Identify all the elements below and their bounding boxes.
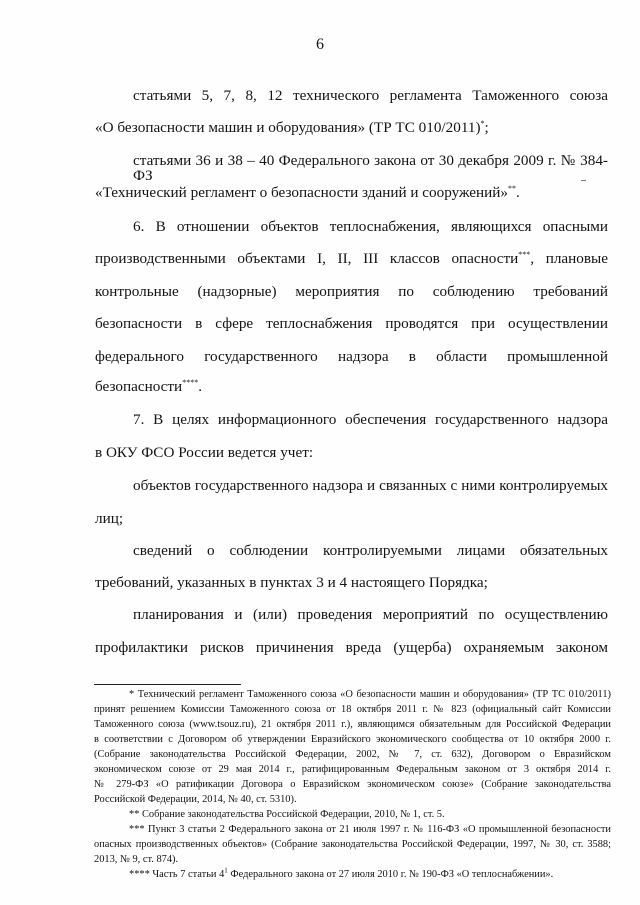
body-line: 6. В отношении объектов теплоснабжения, являющихся опасными	[133, 218, 608, 235]
body-line: планирования и (или) проведения мероприятий по осуществлению	[133, 606, 608, 623]
body-line: статьями 5, 7, 8, 12 технического регламента Таможенного союза	[133, 87, 608, 104]
body-line: сведений о соблюдении контролируемыми лицами обязательных	[133, 542, 608, 559]
footnote-separator	[94, 684, 241, 685]
footnote-line: экономическом союзе от 29 мая 2014 г., ратифицированным Федеральным законом от 3 октября 2014 г.	[94, 764, 611, 775]
footnote-marker: ****	[182, 377, 199, 387]
body-line: федерального государственного надзора в области промышленной	[95, 348, 608, 365]
body-line: безопасности****.	[95, 377, 202, 395]
footnote-line: *** Пункт 3 статьи 2 Федерального закона от 21 июля 1997 г. № 116-ФЗ «О промышленной безопасности	[129, 824, 611, 835]
footnote-line: * Технический регламент Таможенного союза «О безопасности машин и оборудования» (ТР ТС 010/2011)	[129, 689, 611, 700]
footnote-line: ** Собрание законодательства Российской Федерации, 2010, № 1, ст. 5.	[129, 809, 445, 820]
footnote-line: Таможенного союза (www.tsouz.ru), 21 октября 2011 г.), являющимся обязательным для Российской Федерации	[94, 719, 611, 730]
body-line: контрольные (надзорные) мероприятия по соблюдению требований	[95, 283, 608, 300]
footnote-line: опасных производственных объектов» (Собрание законодательства Российской Федерации, 1997, № 30, ст. 3588;	[94, 839, 611, 850]
body-line: требований, указанных в пунктах 3 и 4 настоящего Порядка;	[95, 574, 488, 591]
body-line: профилактики рисков причинения вреда (ущерба) охраняемым законом	[95, 639, 608, 656]
body-line: статьями 36 и 38 – 40 Федерального закона от 30 декабря 2009 г. № 384-ФЗ	[133, 152, 608, 185]
footnote-marker: ***	[518, 249, 531, 259]
body-line: безопасности в сфере теплоснабжения проводятся при осуществлении	[95, 315, 608, 332]
footnote-line: 2013, № 9, ст. 874).	[94, 854, 179, 865]
body-line: «О безопасности машин и оборудования» (ТР ТС 010/2011)*;	[95, 118, 489, 136]
footnote-line: № 279-ФЗ «О ратификации Договора о Евразийском экономическом союзе» (Собрание законодательства	[94, 779, 611, 790]
footnote-line: Российской Федерации, 2014, № 40, ст. 5310).	[94, 794, 297, 805]
body-line: в ОКУ ФСО России ведется учет:	[95, 444, 314, 461]
body-line: лиц;	[95, 510, 124, 527]
footnote-marker: **	[508, 183, 517, 193]
body-line: 7. В целях информационного обеспечения государственного надзора	[133, 411, 608, 428]
body-line: производственными объектами I, II, III классов опасности***, плановые	[95, 249, 608, 267]
body-line: объектов государственного надзора и связанных с ними контролируемых	[133, 477, 608, 494]
footnote-line: в соответствии с Договором об утверждении Евразийского экономического сообщества от 10 октября 2000 г.	[94, 734, 611, 745]
footnote-line: **** Часть 7 статьи 4$^1$ Федерального закона от 27 июля 2010 г. № 190-ФЗ «О теплоснабжении».	[129, 866, 554, 880]
page-number: 6	[316, 36, 324, 53]
footnote-line: (Собрание законодательства Российской Федерации, 2002, № 7, ст. 632), Договором о Евразийском	[94, 749, 611, 760]
body-line: «Технический регламент о безопасности зданий и сооружений»**.	[95, 183, 520, 201]
footnote-marker: *	[480, 118, 485, 128]
footnote-line: принят решением Комиссии Таможенного союза от 18 октября 2011 г. № 823 (официальный сайт Комиссии	[94, 704, 611, 715]
